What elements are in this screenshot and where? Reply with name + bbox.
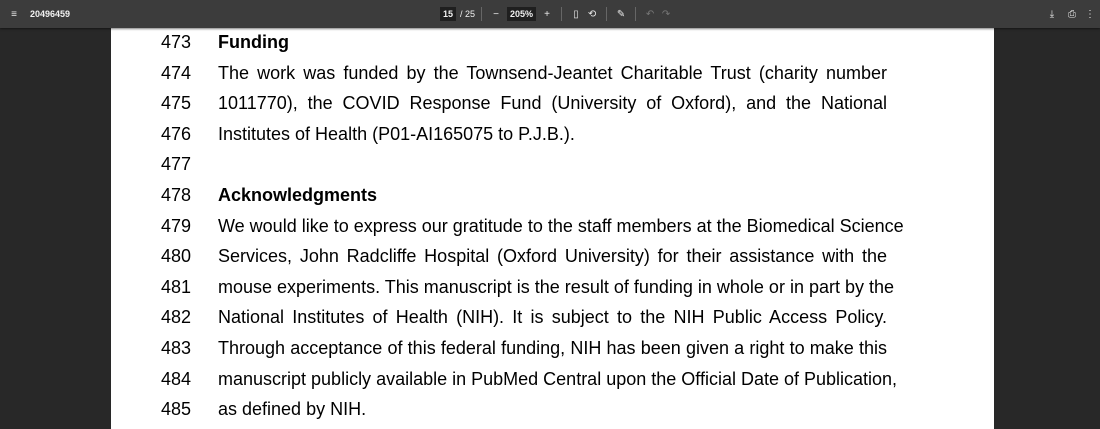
section-heading: Funding [218, 32, 289, 52]
line-number: 479 [161, 215, 192, 236]
text-line [111, 272, 994, 302]
rotate-icon[interactable]: ⟲ [587, 8, 597, 20]
text-line [111, 241, 994, 271]
line-number: 474 [161, 62, 192, 83]
section-heading: Acknowledgments [218, 185, 378, 205]
download-icon[interactable]: ⤓ [1049, 8, 1055, 20]
divider [606, 7, 607, 21]
line-number: 480 [161, 246, 192, 267]
text-line [111, 211, 994, 241]
hamburger-icon[interactable]: ≡ [11, 8, 17, 20]
text-line [111, 119, 994, 149]
paragraph-line: We would like to express our gratitude to the staff members at the Biomedical Science [218, 215, 904, 236]
text-line [111, 302, 994, 332]
text-line [111, 88, 994, 118]
fit-page-icon[interactable]: ▯ [573, 8, 579, 20]
paragraph-line: as defined by NIH. [218, 399, 367, 420]
redo-icon[interactable]: ↷ [661, 8, 671, 20]
pdf-page [111, 28, 994, 429]
page-number-input[interactable]: 15 [440, 7, 456, 21]
line-number: 478 [161, 185, 192, 205]
zoom-in-button[interactable]: + [544, 8, 550, 20]
line-number: 484 [161, 368, 192, 389]
annotate-icon[interactable]: ✎ [616, 8, 626, 20]
line-number: 475 [161, 93, 192, 114]
text-line [111, 27, 994, 57]
paragraph-line: National Institutes of Health (NIH). It is subject to the NIH Public Access Policy. [218, 307, 887, 328]
document-title: 20496459 [30, 9, 71, 19]
zoom-input[interactable]: 205% [507, 7, 536, 21]
zoom-out-button[interactable]: − [493, 8, 499, 20]
page-count: / 25 [460, 9, 476, 19]
paragraph-line: The work was funded by the Townsend-Jeantet Charitable Trust (charity number [218, 62, 887, 83]
text-line [111, 333, 994, 363]
line-number: 473 [161, 32, 192, 52]
text-line [111, 364, 994, 394]
undo-icon[interactable]: ↶ [645, 8, 655, 20]
text-line [111, 180, 994, 210]
paragraph-line: Through acceptance of this federal funding, NIH has been given a right to make this [218, 338, 887, 358]
text-line [111, 149, 994, 179]
line-number: 482 [161, 307, 192, 328]
paragraph-line: manuscript publicly available in PubMed Central upon the Official Date of Publication, [218, 368, 898, 389]
print-icon[interactable]: ⎙ [1068, 8, 1076, 20]
more-vert-icon[interactable]: ⋮ [1085, 8, 1095, 20]
divider [561, 7, 562, 21]
divider [635, 7, 636, 21]
text-line [111, 394, 994, 424]
divider [481, 7, 482, 21]
line-number: 483 [161, 338, 192, 358]
line-number: 481 [161, 276, 192, 297]
paragraph-line: Institutes of Health (P01-AI165075 to P.J.B.). [218, 123, 575, 144]
paragraph-line: mouse experiments. This manuscript is the result of funding in whole or in part by the [218, 276, 895, 297]
pdf-toolbar [0, 0, 1100, 28]
line-number: 477 [161, 154, 192, 175]
text-line [111, 58, 994, 88]
paragraph-line: 1011770), the COVID Response Fund (University of Oxford), and the National [218, 93, 887, 114]
line-number: 485 [161, 399, 192, 420]
paragraph-line: Services, John Radcliffe Hospital (Oxford University) for their assistance with the [218, 246, 887, 267]
line-number: 476 [161, 123, 192, 144]
